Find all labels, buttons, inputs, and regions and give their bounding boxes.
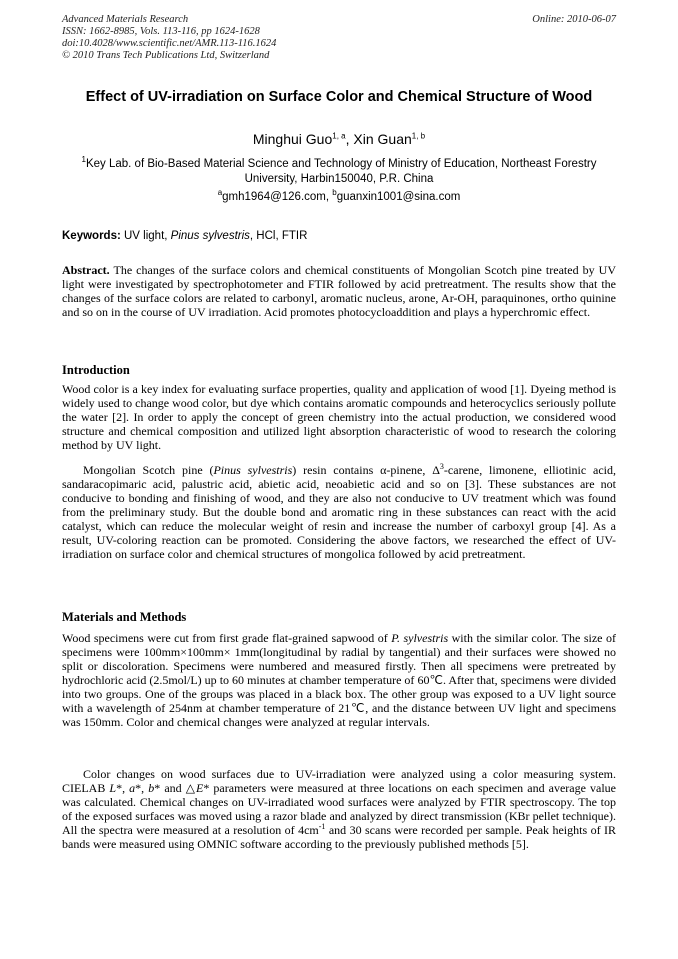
keywords-label: Keywords: [62,230,121,242]
introduction-paragraph-1: Wood color is a key index for evaluating surface properties, quality and application of wood [1]. Dyeing method is widely used to change wood color, but dye which contains aromatic compounds and heterocyclics seriously pollute the water [2]. In order to apply the concept of green chemistry into the actual production, we considered wood structure and chemical composition and utilized light absorption characteristic of wood to research the coloring method by UV light. [62,382,616,452]
section-heading-materials-methods: Materials and Methods [62,610,187,624]
affiliation [62,157,616,186]
species-name: Pinus sylvestris [213,463,293,477]
abstract [62,263,616,319]
text-run: * parameters were measured at three locations on each specimen and average value was calculated. Chemical changes on UV-irradiated wood surfaces were analyzed by FTIR spectroscopy. The top of the exposed surfaces was moved using a razor blade and analyzed by direct transmission (KBr pellet technique). All the spectra were measured at a resolution of 4cm [62,781,616,837]
parameter-symbol: L [109,781,117,795]
keyword-text: , HCl, FTIR [249,230,308,242]
superscript: 3 [439,462,444,471]
paper-title: Effect of UV-irradiation on Surface Color and Chemical Structure of Wood [85,89,593,105]
abstract-text: The changes of the surface colors and chemical constituents of Mongolian Scotch pine treated by UV light were investigated by spectrophotometer and FTIR followed by acid pretreatment. The results show that the changes of the surface colors are related to carbonyl, aromatic nucleus, arone, Ar-OH, paraquinones, ortho quinine and so on in the course of UV irradiation. Acid promotes photocycloaddition and plays a hyperchromic effect. [62,263,616,319]
keywords [62,229,616,243]
email-address: gmh1964@126.com [222,191,326,203]
methods-paragraph-1 [62,631,616,729]
text-run: ) resin contains α-pinene, Δ [292,463,440,477]
text-run: and 30 scans were recorded per sample. Peak heights of IR bands were measured using OMNIC software according to the previously published methods [5]. [62,823,616,851]
text-run: *, [116,781,130,795]
author-affiliation-mark: 1, a [332,131,346,141]
abstract-label: Abstract. [62,263,110,277]
text-run: Mongolian Scotch pine ( [83,463,214,477]
email-address: guanxin1001@sina.com [336,191,461,203]
journal-doi: doi:10.4028/www.scientific.net/AMR.113-116.1624 [62,38,277,49]
parameter-symbol: E [196,781,204,795]
text-run: Wood specimens were cut from first grade flat-grained sapwood of [62,631,392,645]
text-run: *, [135,781,149,795]
email-mark: a [217,188,223,198]
text-run: -carene, limonene, elliotinic acid, sandaracopimaric acid, palustric acid, abietic acid, neoabietic acid and so on [3]. These substances are not conducive to bonding and finishing of wood, and they are also not conducive to UV treatment which was found from the preliminary study. But the double bond and aromatic ring in these substances can react with the acid catalyst, which can reduce the molecular weight of resin and increase the number of carboxyl group [4]. As a result, UV-coloring reaction can be promoted. Considering the above factors, we researched the effect of UV-irradiation on surface color and chemical structures of mongolica followed by acid pretreatment. [62,463,616,561]
parameter-symbol: b [148,781,155,795]
journal-name: Advanced Materials Research [62,14,189,25]
text-run: * and △ [154,781,197,795]
author-name: Xin Guan [353,131,412,147]
keyword-text: UV light, [120,230,171,242]
text-run: Color changes on wood surfaces due to UV-irradiation were analyzed using a color measuring system. CIELAB [62,767,616,795]
section-heading-introduction: Introduction [62,363,130,377]
introduction-paragraph-2 [62,463,616,561]
journal-header [62,14,276,62]
author-affiliation-mark: 1, b [411,131,426,141]
superscript: -1 [318,822,326,831]
keyword-species: Pinus sylvestris [170,230,250,242]
parameter-symbol: a [129,781,136,795]
online-date: Online: 2010-06-07 [532,14,616,25]
affiliation-mark: 1 [81,155,86,165]
author-separator: , [345,131,354,147]
author-line [62,130,616,148]
journal-issn: ISSN: 1662-8985, Vols. 113-116, pp 1624-1628 [62,26,260,37]
email-mark: b [332,188,337,198]
author-name: Minghui Guo [252,131,333,147]
journal-copyright: © 2010 Trans Tech Publications Ltd, Switzerland [62,50,270,61]
author-emails [62,190,616,204]
text-run: with the similar color. The size of specimens were 100mm×100mm× 1mm(longitudinal by radial by tangential) and their surfaces were showed no split or discoloration. Specimens were numbered and measured firstly. Then all specimens were pretreated by hydrochloric acid (2.5mol/L) up to 60 minutes at chamber temperature of 60℃. After that, specimens were divided into two groups. One of the groups was placed in a black box. The other group was exposed to a UV light source with a wavelength of 254nm at chamber temperature of 21℃, and the distance between UV light and specimens was 150mm. Color and chemical changes were analyzed at regular intervals. [62,631,616,729]
species-name: P. sylvestris [391,631,449,645]
affiliation-text: Key Lab. of Bio-Based Material Science and Technology of Ministry of Education, Northeast Forestry University, Harbin150040, P.R. China [85,158,597,185]
methods-paragraph-2 [62,767,616,851]
email-separator: , [325,191,333,203]
